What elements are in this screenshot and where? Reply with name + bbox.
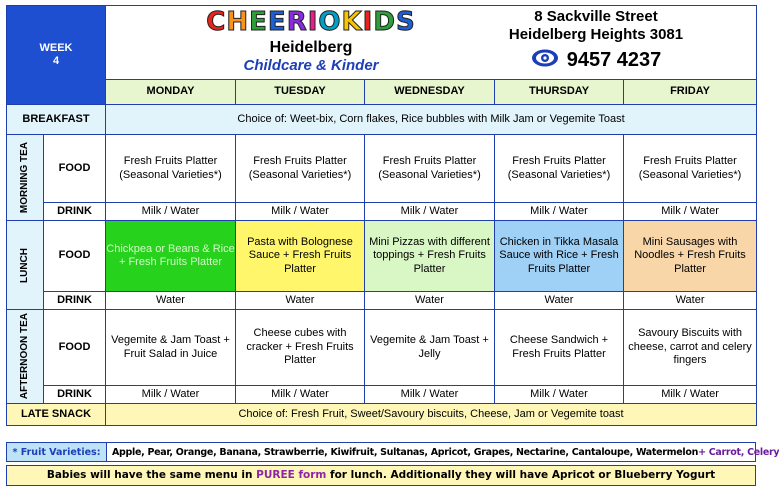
day-wednesday: WEDNESDAY xyxy=(365,80,495,105)
late-snack-label: LATE SNACK xyxy=(7,404,106,426)
logo-letter: I xyxy=(307,7,319,37)
afternoon-tea-food-thursday: Cheese Sandwich + Fresh Fruits Platter xyxy=(495,310,624,386)
babies-note-highlight: PUREE form xyxy=(256,469,327,481)
logo-letter: R xyxy=(286,7,308,37)
morning-tea-drink-thursday: Milk / Water xyxy=(495,203,624,221)
morning-tea-food-tuesday: Fresh Fruits Platter (Seasonal Varieties*) xyxy=(236,135,365,203)
fruit-varieties-label: * Fruit Varieties: xyxy=(7,443,107,461)
morning-tea-drink-monday: Milk / Water xyxy=(106,203,236,221)
centre-branding xyxy=(161,7,461,79)
logo-letter: E xyxy=(249,7,268,37)
week-label: WEEK xyxy=(39,41,73,54)
morning-tea-food-label: FOOD xyxy=(44,135,106,203)
lunch-food-friday: Mini Sausages with Noodles + Fresh Fruits Platter xyxy=(624,221,757,292)
week-number: 4 xyxy=(52,55,60,67)
morning-tea-food-wednesday: Fresh Fruits Platter (Seasonal Varieties*) xyxy=(365,135,495,203)
afternoon-tea-drink-friday: Milk / Water xyxy=(624,386,757,404)
lunch-food-label: FOOD xyxy=(44,221,106,292)
afternoon-tea-food-row xyxy=(7,310,757,386)
babies-note xyxy=(6,465,756,486)
logo-letter: I xyxy=(362,7,374,37)
lunch-food-wednesday: Mini Pizzas with different toppings + Fresh Fruits Platter xyxy=(365,221,495,292)
address-line2: Heidelberg Heights 3081 xyxy=(508,26,684,44)
lunch-drink-label: DRINK xyxy=(44,292,106,310)
logo-letter: S xyxy=(395,7,416,37)
day-friday: FRIDAY xyxy=(624,80,757,105)
morning-tea-drink-friday: Milk / Water xyxy=(624,203,757,221)
morning-tea-drink-label: DRINK xyxy=(44,203,106,221)
breakfast-text: Choice of: Weet-bix, Corn flakes, Rice bubbles with Milk Jam or Vegemite Toast xyxy=(106,105,757,135)
morning-tea-food-row xyxy=(7,135,757,203)
logo-letter: D xyxy=(373,7,396,37)
lunch-drink-friday: Water xyxy=(624,292,757,310)
afternoon-tea-food-monday: Vegemite & Jam Toast + Fruit Salad in Juice xyxy=(106,310,236,386)
fruit-varieties-list: Apple, Pear, Orange, Banana, Strawberrie, Kiwifruit, Sultanas, Apricot, Grapes, Nectarine, Cantaloupe, Watermelon xyxy=(112,446,699,458)
morning-tea-drink-row xyxy=(7,203,757,221)
afternoon-tea-drink-label: DRINK xyxy=(44,386,106,404)
day-header-row xyxy=(7,80,757,105)
afternoon-tea-drink-monday: Milk / Water xyxy=(106,386,236,404)
babies-note-part2: for lunch. Additionally they will have Apricot or Blueberry Yogurt xyxy=(326,469,716,481)
logo-letter: O xyxy=(318,7,342,37)
morning-tea-food-thursday: Fresh Fruits Platter (Seasonal Varieties*) xyxy=(495,135,624,203)
morning-tea-food-friday: Fresh Fruits Platter (Seasonal Varieties*) xyxy=(624,135,757,203)
lunch-drink-wednesday: Water xyxy=(365,292,495,310)
afternoon-tea-label: AFTERNOON TEA xyxy=(7,310,44,404)
address-line1: 8 Sackville Street xyxy=(534,8,658,25)
babies-note-part1: Babies will have the same menu in xyxy=(46,469,257,481)
cheeriokids-logo xyxy=(161,7,461,39)
logo-letter: C xyxy=(206,7,227,37)
phone-icon xyxy=(531,48,559,72)
afternoon-tea-food-tuesday: Cheese cubes with cracker + Fresh Fruits Platter xyxy=(236,310,365,386)
centre-type: Childcare & Kinder xyxy=(243,57,379,75)
logo-letter: H xyxy=(226,7,250,37)
contact-block xyxy=(446,8,746,80)
afternoon-tea-food-label: FOOD xyxy=(44,310,106,386)
lunch-label: LUNCH xyxy=(7,221,44,310)
morning-tea-drink-tuesday: Milk / Water xyxy=(236,203,365,221)
logo-letter: E xyxy=(267,7,287,37)
fruit-varieties-extra: + Carrot, Celery xyxy=(698,446,779,458)
breakfast-label: BREAKFAST xyxy=(7,105,106,135)
afternoon-tea-food-wednesday: Vegemite & Jam Toast + Jelly xyxy=(365,310,495,386)
afternoon-tea-drink-tuesday: Milk / Water xyxy=(236,386,365,404)
logo-letter: K xyxy=(341,7,363,37)
week-badge xyxy=(7,6,106,105)
late-snack-text: Choice of: Fresh Fruit, Sweet/Savoury biscuits, Cheese, Jam or Vegemite toast xyxy=(106,404,757,426)
afternoon-tea-drink-row xyxy=(7,386,757,404)
lunch-drink-monday: Water xyxy=(106,292,236,310)
lunch-food-thursday: Chicken in Tikka Masala Sauce with Rice + Fresh Fruits Platter xyxy=(495,221,624,292)
day-tuesday: TUESDAY xyxy=(236,80,365,105)
morning-tea-food-monday: Fresh Fruits Platter (Seasonal Varieties*) xyxy=(106,135,236,203)
fruit-varieties-bar xyxy=(6,442,779,462)
weekly-menu-table xyxy=(6,5,757,426)
lunch-drink-tuesday: Water xyxy=(236,292,365,310)
afternoon-tea-food-friday: Savoury Biscuits with cheese, carrot and celery fingers xyxy=(624,310,757,386)
day-monday: MONDAY xyxy=(106,80,236,105)
late-snack-row xyxy=(7,404,757,426)
centre-suburb: Heidelberg xyxy=(269,38,353,56)
afternoon-tea-drink-thursday: Milk / Water xyxy=(495,386,624,404)
breakfast-row xyxy=(7,105,757,135)
day-thursday: THURSDAY xyxy=(495,80,624,105)
lunch-drink-thursday: Water xyxy=(495,292,624,310)
phone-row xyxy=(446,48,746,72)
afternoon-tea-drink-wednesday: Milk / Water xyxy=(365,386,495,404)
lunch-food-monday: Chickpea or Beans & Rice + Fresh Fruits Platter xyxy=(106,221,236,292)
header-banner xyxy=(106,6,757,80)
phone-number: 9457 4237 xyxy=(566,48,662,71)
morning-tea-drink-wednesday: Milk / Water xyxy=(365,203,495,221)
lunch-food-row xyxy=(7,221,757,292)
lunch-drink-row xyxy=(7,292,757,310)
lunch-food-tuesday: Pasta with Bolognese Sauce + Fresh Fruits Platter xyxy=(236,221,365,292)
morning-tea-label: MORNING TEA xyxy=(7,135,44,221)
